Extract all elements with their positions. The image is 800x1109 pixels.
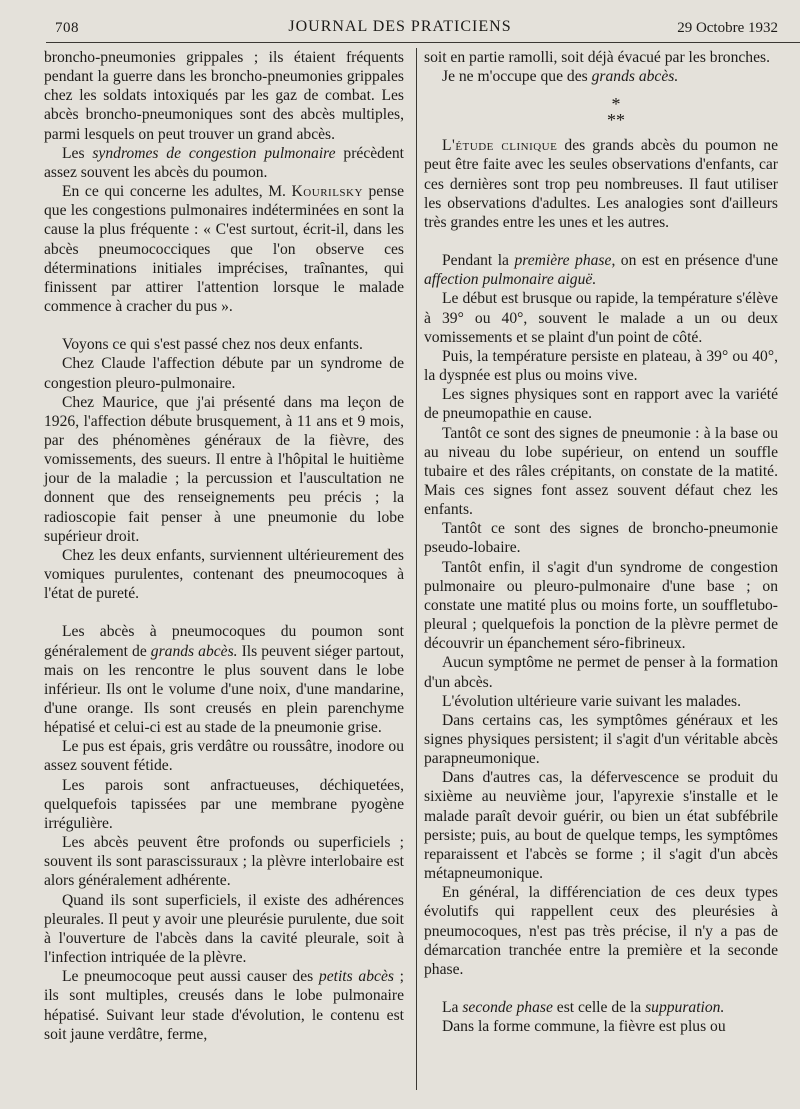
author-name: Kourilsky	[291, 183, 363, 201]
paragraph: Tantôt ce sont des signes de pneumonie : à la base ou au niveau du lobe supérieur, on entend un souffle tubaire et des râles crépitants, on constate de la matité. Mais ces signes font assez souvent défaut chez les enfants.	[424, 424, 778, 519]
page-number: 708	[55, 20, 79, 36]
paragraph: broncho-pneumonies grippales ; ils étaient fréquents pendant la guerre dans les broncho-pneumonies grippales chez les soldats intoxiqués par les gaz de combat. Les abcès broncho-pneumoniques sont des abcès multiples, parmi lesquels on peut trouver un grand abcès.	[44, 49, 404, 143]
paragraph: Le pneumocoque peut aussi causer des petits abcès ; ils sont multiples, creusés dans le lobe pulmonaire hépatisé. Suivant leur stade d'évolution, le contenu est soit jaune verdâtre, ferme,	[44, 968, 404, 1043]
paragraph: Les abcès peuvent être profonds ou superficiels ; souvent ils sont parascissuraux ; la plèvre interlobaire est alors généralement adhérente.	[44, 834, 404, 890]
issue-date: 29 Octobre 1932	[677, 20, 778, 36]
paragraph: L'étude clinique des grands abcès du poumon ne peut être faite avec les seules observations d'enfants, car ces dernières sont trop peu nombreuses. Il faut utiliser les observations d'adultes. Les analogies sont d'ailleurs très grandes entre les unes et les autres.	[424, 137, 778, 231]
paragraph: Je ne m'occupe que des grands abcès.	[442, 68, 679, 86]
paragraph: Les signes physiques sont en rapport avec la variété de pneumopathie en cause.	[424, 386, 778, 423]
paragraph: Dans certains cas, les symptômes généraux et les signes physiques persistent; il s'agit d'un véritable abcès parapneumonique.	[424, 711, 778, 768]
paragraph: Puis, la température persiste en plateau, à 39° ou 40°, la dyspnée est plus ou moins vive.	[424, 347, 778, 385]
paragraph: En ce qui concerne les adultes, M. Kourilsky pense que les congestions pulmonaires indéterminées en sont la cause la plus fréquente : « C'est surtout, écrit-il, dans les abcès pneumococciques que l'on observe ces déterminations initiales imprécises, traînantes, qui finissent par attirer l'attention lorsque le malade commence à cracher du pus ».	[44, 183, 405, 316]
left-column	[44, 48, 404, 1044]
section-separator-asterisks: * **	[607, 94, 625, 131]
paragraph: Chez les deux enfants, surviennent ultérieurement des vomiques purulentes, contenant des pneumocoques à l'état de pureté.	[44, 546, 404, 603]
paragraph: Pendant la première phase, on est en présence d'une affection pulmonaire aiguë.	[424, 252, 778, 289]
paragraph: Chez Claude l'affection débute par un syndrome de congestion pleuro-pulmonaire.	[44, 355, 404, 392]
paragraph: Les syndromes de congestion pulmonaire précèdent assez souvent les abcès du poumon.	[44, 144, 405, 181]
paragraph: Dans la forme commune, la fièvre est plus ou	[442, 1018, 726, 1036]
paragraph: Tantôt enfin, il s'agit d'un syndrome de congestion pulmonaire ou pleuro-pulmonaire d'une base ; on constate une matité plus ou moins forte, un souffletubo-pleural ; quelquefois la ponction de la plèvre permet de découvrir un épanchement séro-fibrineux.	[424, 558, 778, 653]
page-header	[0, 17, 800, 41]
section-lead: L'étude clinique	[442, 137, 558, 155]
paragraph: Dans d'autres cas, la défervescence se produit du sixième au neuvième jour, l'apyrexie s'installe et le malade paraît devoir guérir, ou bien un état subfébrile persiste; puis, au bout de quelque temps, les symptômes reparaissent et l'abcès se forme ; il s'agit d'un abcès métapneumonique.	[424, 769, 778, 883]
paragraph: Les parois sont anfractueuses, déchiquetées, quelquefois tapissées par une membrane pyogène irrégulière.	[44, 776, 404, 832]
paragraph: Voyons ce qui s'est passé chez nos deux enfants.	[62, 336, 363, 354]
column-separator	[416, 48, 417, 1090]
paragraph: Chez Maurice, que j'ai présenté dans ma leçon de 1926, l'affection débute brusquement, à 11 ans et 9 mois, par des phénomènes généraux de la fièvre, des vomissements, des sueurs. Il entre à l'hôpital le huitième jour de la maladie ; la percussion et l'auscultation ne donnent que des renseignements peu précis ; la radioscopie fait penser à une pneumonie du lobe supérieur droit.	[44, 393, 404, 545]
right-column	[424, 48, 778, 1036]
paragraph: Quand ils sont superficiels, il existe des adhérences pleurales. Il peut y avoir une pleurésie purulente, due soit à l'ouverture de l'abcès dans la cavité pleurale, soit à l'infection intriquée de la plèvre.	[44, 891, 404, 967]
paragraph: Aucun symptôme ne permet de penser à la formation d'un abcès.	[424, 654, 778, 691]
paragraph: Le pus est épais, gris verdâtre ou roussâtre, inodore ou assez souvent fétide.	[44, 738, 404, 775]
paragraph: soit en partie ramolli, soit déjà évacué par les bronches.	[424, 49, 770, 66]
paragraph: L'évolution ultérieure varie suivant les malades.	[442, 692, 741, 710]
journal-title: JOURNAL DES PRATICIENS	[288, 18, 512, 35]
paragraph: Le début est brusque ou rapide, la température s'élève à 39° ou 40°, souvent le malade a un ou deux vomissements et se plaint d'un point de côté.	[424, 290, 778, 346]
paragraph: Tantôt ce sont des signes de broncho-pneumonie pseudo-lobaire.	[424, 520, 778, 557]
paragraph: Les abcès à pneumocoques du poumon sont généralement de grands abcès. Ils peuvent siéger partout, mais on les rencontre le plus souvent dans le lobe inférieur. Ils ont le volume d'une noix, d'une mandarine, d'une orange. Ils sont creusés en plein parenchyme hépatisé et celui-ci est au stade de la pneumonie grise.	[44, 623, 405, 737]
paragraph: En général, la différenciation de ces deux types évolutifs qui rappellent ceux des pleurésies à pneumocoques, n'est pas très précise, il n'y a pas de démarcation tranchée entre la première et la seconde phase.	[424, 884, 778, 978]
header-rule	[46, 42, 800, 43]
paragraph: La seconde phase est celle de la suppuration.	[442, 999, 725, 1017]
